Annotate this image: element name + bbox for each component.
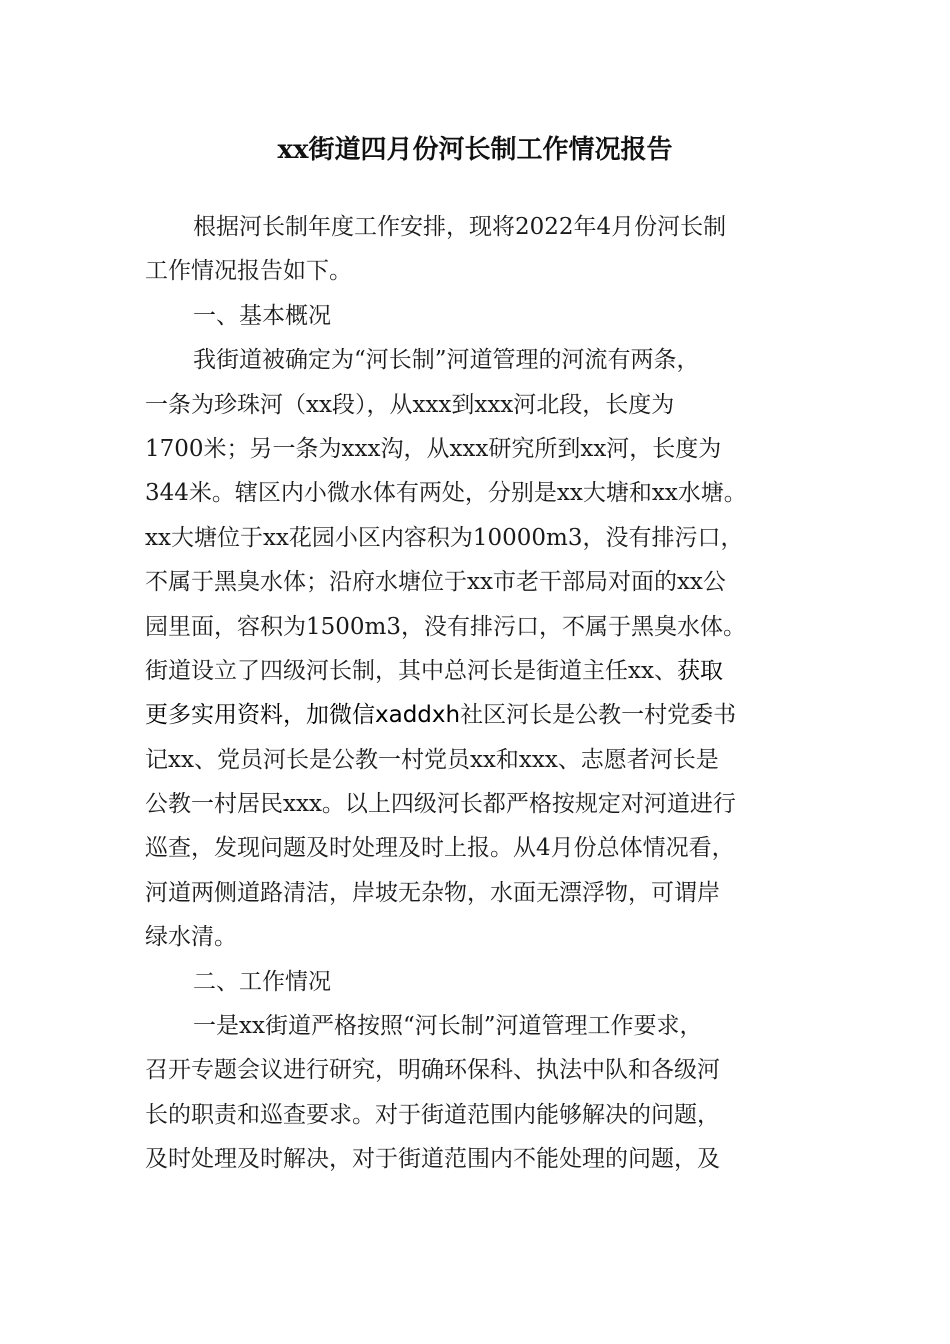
paragraph-line: 巡查，发现问题及时处理及时上报。从4月份总体情况看，: [145, 835, 735, 862]
paragraph-line: 不属于黑臭水体；沿府水塘位于xx市老干部局对面的xx公: [145, 569, 726, 596]
paragraph-line: 工作情况报告如下。: [145, 258, 352, 285]
document-title: xx街道四月份河长制工作情况报告: [277, 135, 673, 165]
paragraph-line: 根据河长制年度工作安排，现将2022年4月份河长制: [193, 214, 727, 240]
paragraph-line: 园里面，容积为1500m3，没有排污口，不属于黑臭水体。: [145, 613, 746, 640]
paragraph-line: 召开专题会议进行研究，明确环保科、执法中队和各级河: [145, 1057, 720, 1084]
paragraph-line: 街道设立了四级河长制，其中总河长是街道主任xx、 获取: [145, 649, 825, 693]
paragraph-line: 更多实用资料，加微信xaddxh 社区河长是公教一村党委书: [145, 693, 825, 737]
paragraph-line: 我街道被确定为“河长制”河道管理的河流有两条，: [193, 347, 700, 374]
paragraph-line: xx大塘位于xx花园小区内容积为10000m3，没有排污口，: [145, 524, 744, 551]
paragraph-line: 及时处理及时解决，对于街道范围内不能处理的问题，及: [145, 1146, 720, 1173]
paragraph-line: 一是xx街道严格按照“河长制”河道管理工作要求，: [193, 1013, 703, 1040]
paragraph-line: 长的职责和巡查要求。对于街道范围内能够解决的问题，: [145, 1101, 720, 1128]
ad-text: 更多实用资料，加微信xaddxh: [145, 702, 461, 729]
ad-text: 获取: [676, 657, 723, 684]
paragraph-line: 1700米；另一条为xxx沟，从xxx研究所到xx河，长度为: [145, 435, 722, 462]
paragraph-line: 一条为珍珠河（xx段），从xxx到xxx河北段，长度为: [145, 391, 675, 418]
section-heading: 一、基本概况: [193, 302, 331, 329]
paragraph-line: 绿水清。: [145, 924, 237, 951]
paragraph-line: 344米。辖区内小微水体有两处，分别是xx大塘和xx水塘。: [145, 480, 747, 507]
paragraph-line: 记xx、党员河长是公教一村党员xx和xxx、志愿者河长是: [145, 746, 719, 773]
section-heading: 二、工作情况: [193, 968, 331, 995]
paragraph-line: 公教一村居民xxx。以上四级河长都严格按规定对河道进行: [145, 791, 736, 818]
paragraph-line: 河道两侧道路清洁，岸坡无杂物，水面无漂浮物，可谓岸: [145, 879, 720, 906]
document-body: [145, 205, 825, 1182]
